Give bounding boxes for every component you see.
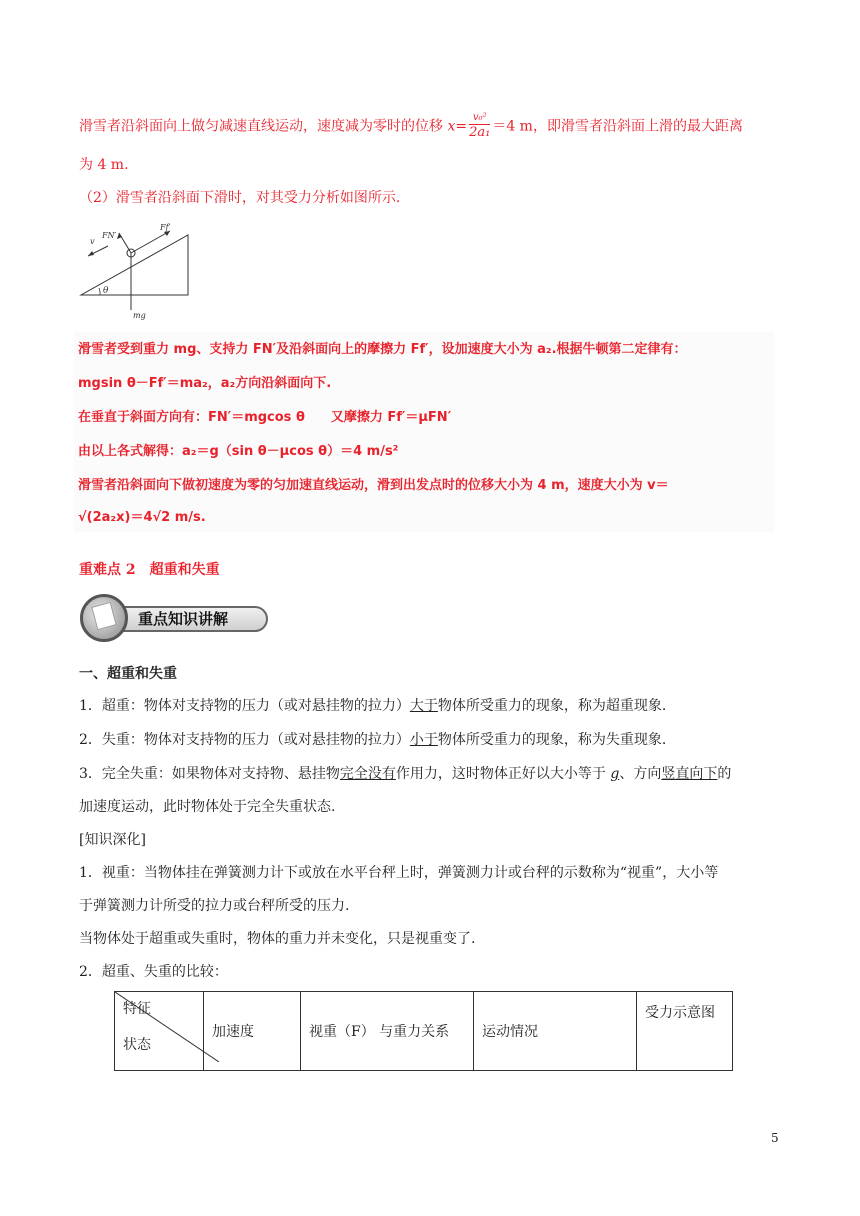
- normal-force-arrowhead: [117, 233, 122, 239]
- section-heading: 重难点 2 超重和失重: [79, 562, 220, 578]
- solution-line-1: 滑雪者沿斜面向上做匀减速直线运动，速度减为零时的位移 x= $\frac{\text{v₀²}}{\text{2a₁}}$ ＝4 m，即滑雪者沿斜面上滑的最大距离: [79, 112, 743, 140]
- solution-image: [74, 332, 774, 532]
- incline-triangle: [81, 235, 188, 295]
- table-diagonal-cell: [115, 992, 204, 1071]
- velocity-label: v: [90, 237, 95, 246]
- friction-force-arrow: [131, 231, 170, 253]
- paragraph-comparison: 2．超重、失重的比较：: [79, 964, 228, 980]
- banner-title: 重点知识讲解: [138, 610, 229, 628]
- incline-force-diagram: [78, 222, 200, 322]
- solution-line-2: 为 4 m.: [79, 157, 129, 173]
- diagonal-bottom-label: 状态: [123, 1037, 151, 1053]
- velocity-arrowhead: [88, 251, 94, 256]
- solution-part-2: （2）滑雪者沿斜面下滑时，对其受力分析如图所示.: [79, 190, 401, 206]
- solution-image-line-2: mgsin θ－Ff′＝ma₂，a₂方向沿斜面向下.: [78, 376, 332, 391]
- solution-image-line-4: 由以上各式解得：a₂＝g（sin θ－μcos θ）＝4 m/s²: [78, 444, 399, 459]
- page-number: 5: [771, 1131, 779, 1145]
- paragraph-weightless: 2．失重：物体对支持物的压力（或对悬挂物的拉力）小于物体所受重力的现象，称为失重现象.: [79, 732, 667, 748]
- subheading-deepen: [知识深化]: [79, 832, 146, 848]
- solution-image-line-5: 滑雪者沿斜面向下做初速度为零的匀加速直线运动，滑到出发点时的位移大小为 4 m，速度大小为 v＝: [78, 478, 669, 493]
- normal-force-label: FN′: [102, 231, 117, 240]
- gravity-label: mg: [133, 311, 146, 320]
- theta-arc: [99, 288, 100, 295]
- paragraph-apparent-weight-cont: 于弹簧测力计所受的拉力或台秤所受的压力.: [79, 898, 350, 914]
- paragraph-apparent-weight: 1．视重：当物体挂在弹簧测力计下或放在水平台秤上时，弹簧测力计或台秤的示数称为“视重”，大小等: [79, 865, 719, 881]
- table-header-apparent-weight: 视重（F） 与重力关系: [301, 992, 474, 1071]
- paragraph-complete-weightless-cont: 加速度运动，此时物体处于完全失重状态.: [79, 799, 336, 815]
- key-knowledge-banner: [80, 594, 270, 644]
- friction-force-label: Ff′: [160, 223, 171, 232]
- theta-label: θ: [103, 286, 109, 296]
- solution-image-line-1: 滑雪者受到重力 mg、支持力 FN′及沿斜面向上的摩擦力 Ff′，设加速度大小为 a₂.根据牛顿第二定律有：: [78, 342, 687, 357]
- paragraph-overweight: 1．超重：物体对支持物的压力（或对悬挂物的拉力）大于物体所受重力的现象，称为超重现象.: [79, 698, 667, 714]
- table-header-row: [115, 992, 733, 1071]
- diagonal-top-label: 特征: [123, 1001, 151, 1017]
- table-header-force-diagram: 受力示意图: [637, 992, 733, 1071]
- solution-image-line-3: 在垂直于斜面方向有：FN′＝mgcos θ 又摩擦力 Ff′＝μFN′: [78, 410, 452, 425]
- table-header-motion: 运动情况: [474, 992, 637, 1071]
- subheading-overweight: 一、超重和失重: [79, 666, 177, 682]
- solution-image-line-6: √(2a₂x)＝4√2 m/s.: [78, 510, 206, 525]
- paragraph-gravity-unchanged: 当物体处于超重或失重时，物体的重力并未变化，只是视重变了.: [79, 931, 476, 947]
- paragraph-complete-weightless: 3．完全失重：如果物体对支持物、悬挂物完全没有作用力，这时物体正好以大小等于 g、方向竖直向下的: [79, 766, 732, 782]
- table-header-acceleration: 加速度: [204, 992, 301, 1071]
- displacement-fraction: $\frac{\text{v₀²}}{\text{2a₁}}$: [469, 112, 491, 140]
- comparison-table: [114, 991, 733, 1071]
